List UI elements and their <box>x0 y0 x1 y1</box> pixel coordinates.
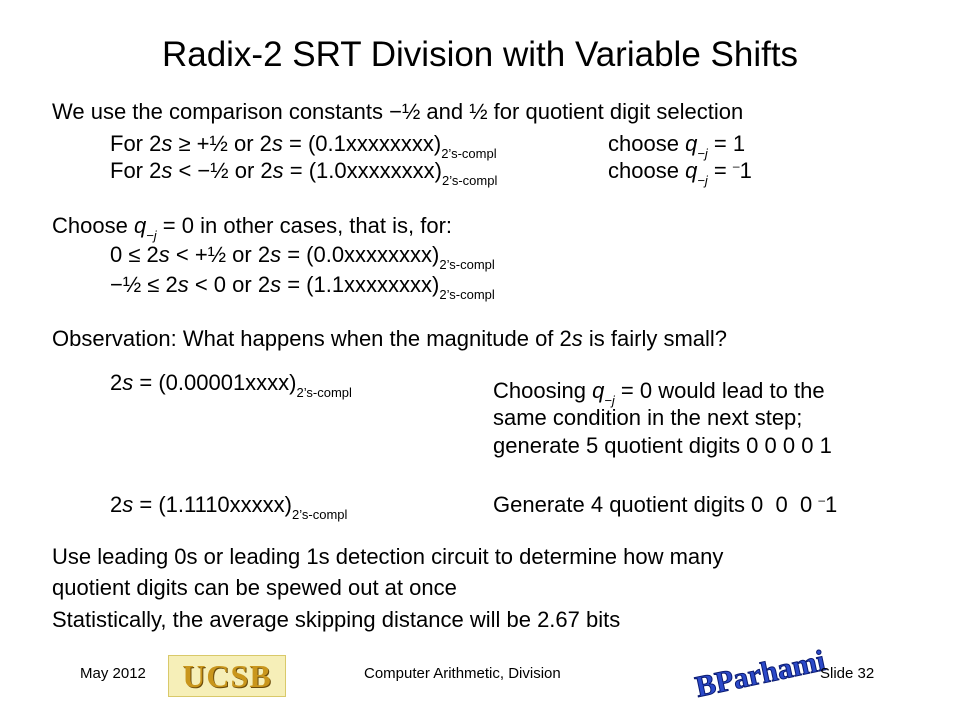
example-1-expression: $2s = (0.00001xxxx)_{2’s-compl}$ <box>110 370 352 400</box>
conclusion-line-2: quotient digits can be spewed out at once <box>52 575 457 600</box>
rule-1-choice: choose $q_{-j} = 1$ <box>608 131 746 162</box>
rule-2-choice: choose $q_{-j} = ^-1$ <box>608 158 752 189</box>
footer-course: Computer Arithmetic, Division <box>364 665 561 682</box>
rule-2-condition: For 2s < −½ or $2s = (1.0xxxxxxxx)_{2’s-compl}$ <box>110 158 498 188</box>
ucsb-logo: UCSB <box>168 655 286 697</box>
conclusion-line-3: Statistically, the average skipping distance will be 2.67 bits <box>52 607 621 632</box>
example-2-expression: $2s = (1.1110xxxxx)_{2’s-compl}$ <box>110 492 348 522</box>
observation-text: Observation: What happens when the magnitude of 2s is fairly small? <box>52 326 728 351</box>
example-2-note: Generate 4 quotient digits 0 0 0 –1 <box>493 492 838 517</box>
intro-text: We use the comparison constants −½ and ½ for quotient digit selection <box>52 99 744 124</box>
example-1-note-line-2: same condition in the next step; <box>493 405 803 430</box>
svg-text:BParhami: BParhami <box>692 644 829 704</box>
footer-slide-number: Slide 32 <box>820 665 875 682</box>
footer-date: May 2012 <box>80 665 146 682</box>
example-1-note-line-1: Choosing $q_{-j} = 0$ would lead to the <box>493 378 825 409</box>
author-signature-logo <box>688 640 829 706</box>
slide-title: Radix-2 SRT Division with Variable Shifts <box>161 35 799 74</box>
conclusion-line-1: Use leading 0s or leading 1s detection circuit to determine how many <box>52 544 724 569</box>
case-1-condition: 0 ≤ 2s < +½ or $2s = (0.0xxxxxxxx)_{2’s-compl}$ <box>110 242 495 272</box>
rule-1-condition: For 2s ≥ +½ or $2s = (0.1xxxxxxxx)_{2’s-compl}$ <box>110 131 497 161</box>
case-2-condition: −½ ≤ 2s < 0 or $2s = (1.1xxxxxxxx)_{2’s-compl}$ <box>110 272 495 302</box>
example-1-note-line-3: generate 5 quotient digits 0 0 0 0 1 <box>493 433 832 458</box>
choose-zero-text: Choose $q_{-j} = 0$ in other cases, that is, for: <box>52 213 453 244</box>
